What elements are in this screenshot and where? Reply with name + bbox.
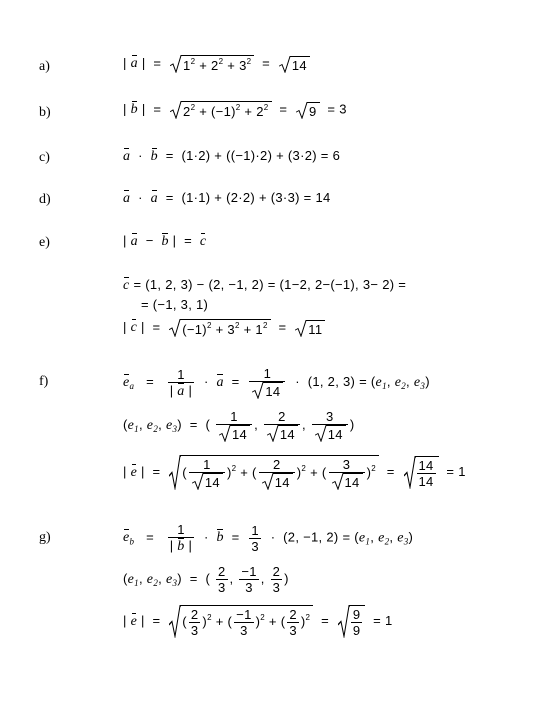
- label-c: c): [39, 150, 50, 165]
- label-g: g): [39, 530, 51, 545]
- vector-a: a: [130, 56, 138, 72]
- label-a: a): [39, 59, 50, 74]
- sqrt-a: $1^2 + 2^2 + 3^2$: [170, 55, 254, 73]
- equation-d: a · a = (1·1) + (2·2) + (3·3) = 14: [123, 190, 331, 206]
- equation-b: | b | = $2^2 + (-1)^2 + 2^2$ = 9 = 3: [123, 101, 347, 119]
- label-f: f): [39, 374, 49, 389]
- equation-a: | a | = $1^2 + 2^2 + 3^2$ = 14: [123, 55, 310, 73]
- label-b: b): [39, 105, 51, 120]
- sqrt-9: 9: [296, 102, 320, 119]
- equation-g-line1: $e_b$ = $\frac{1}{| b |}$ · b = $\frac{1}{3}$ · (2, −1, $2) = (e_1$, $e_2$, $e_3$): [123, 522, 414, 554]
- label-d: d): [39, 192, 51, 207]
- equation-f-line1: $e_a$ = $\frac{1}{| a |}$ · a = $\frac{1}{14}$ · (1, 2, $3) = (e_1$, $e_2$, $e_3$): [123, 366, 430, 399]
- equation-c: a · b = (1·2) + ((−1)·2) + (3·2) = 6: [123, 148, 341, 164]
- sqrt-b: $2^2 + (-1)^2 + 2^2$: [170, 101, 271, 119]
- equation-e-line1: | a − b | = c: [123, 233, 207, 249]
- label-e: e): [39, 235, 50, 250]
- sqrt-14: 14: [279, 56, 310, 73]
